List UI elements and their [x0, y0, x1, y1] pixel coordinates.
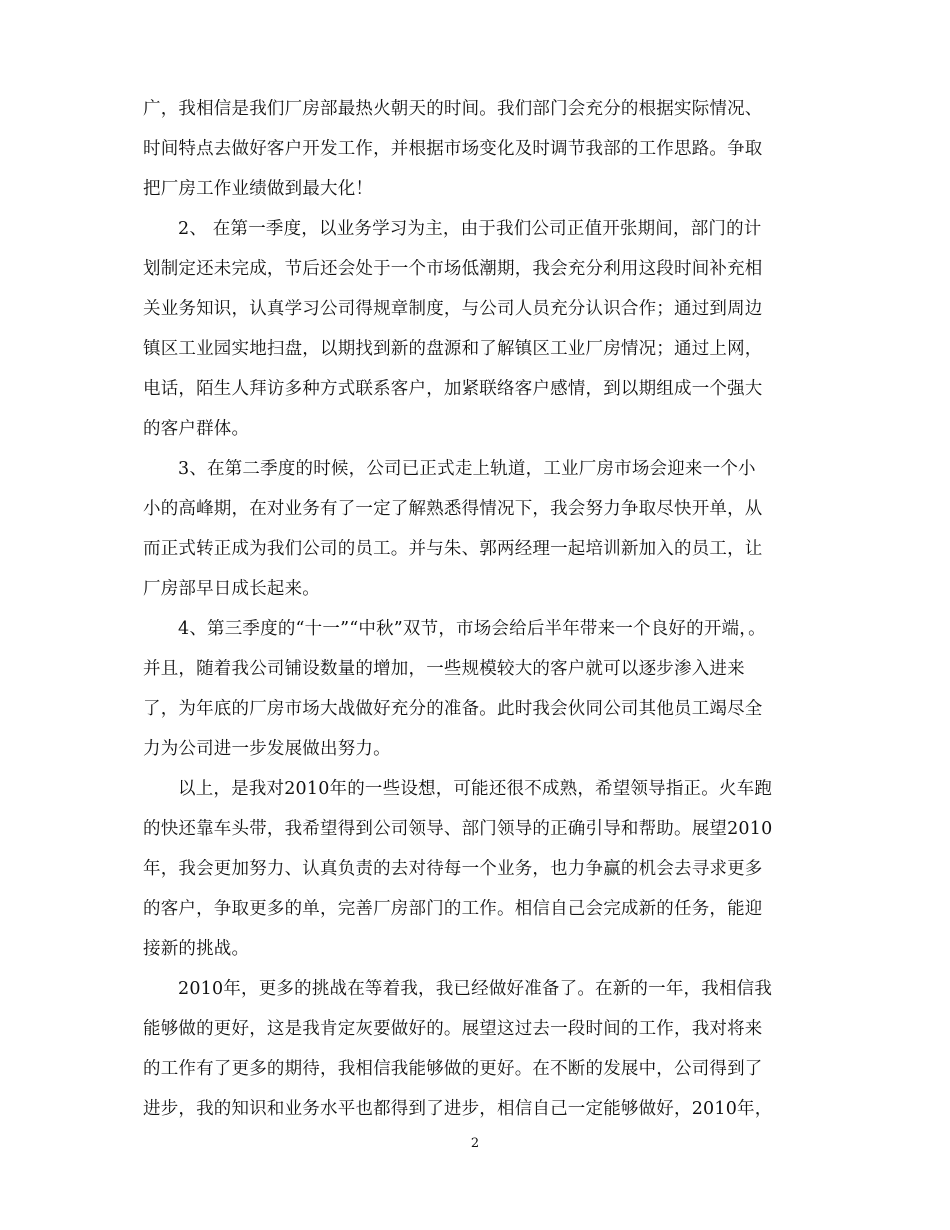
- text-line: 并且，随着我公司铺设数量的增加，一些规模较大的客户就可以逐步渗入进来: [143, 659, 745, 679]
- text-line: 把厂房工作业绩做到最大化！: [143, 179, 374, 199]
- page-number: 2: [470, 1136, 480, 1151]
- text-line: 关业务知识，认真学习公司得规章制度，与公司人员充分认识合作；通过到周边: [143, 299, 763, 319]
- text-line: 进步，我的知识和业务水平也都得到了进步，相信自己一定能够做好，2010年，: [143, 1099, 773, 1119]
- paragraph-start-line: 4、第三季度的“十一”“中秋”双节，市场会给后半年带来一个良好的开端，。: [178, 619, 766, 639]
- text-line: 能够做的更好，这是我肯定灰要做好的。展望这过去一段时间的工作，我对将来: [143, 1019, 763, 1039]
- text-line: 的客户，争取更多的单，完善厂房部门的工作。相信自己会完成新的任务，能迎: [143, 899, 763, 919]
- paragraph-start-line: 2、 在第一季度，以业务学习为主，由于我们公司正值开张期间，部门的计: [178, 219, 762, 239]
- text-line: 厂房部早日成长起来。: [143, 579, 320, 599]
- text-line: 年，我会更加努力、认真负责的去对待每一个业务，也力争赢的机会去寻求更多: [143, 859, 763, 879]
- text-line: 镇区工业园实地扫盘，以期找到新的盘源和了解镇区工业厂房情况；通过上网，: [143, 339, 763, 359]
- paragraph-start-line: 3、在第二季度的时候，公司已正式走上轨道，工业厂房市场会迎来一个小: [178, 459, 756, 479]
- text-line: 的快还靠车头带，我希望得到公司领导、部门领导的正确引导和帮助。展望2010: [143, 819, 773, 839]
- paragraph-start-line: 2010年，更多的挑战在等着我，我已经做好准备了。在新的一年，我相信我: [178, 979, 773, 999]
- text-line: 接新的挑战。: [143, 939, 250, 959]
- document-body: [143, 89, 808, 1129]
- text-line: 电话，陌生人拜访多种方式联系客户，加紧联络客户感情，到以期组成一个强大: [143, 379, 763, 399]
- text-line: 而正式转正成为我们公司的员工。并与朱、郭两经理一起培训新加入的员工，让: [143, 539, 763, 559]
- text-line: 小的高峰期，在对业务有了一定了解熟悉得情况下，我会努力争取尽快开单，从: [143, 499, 763, 519]
- text-line: 广，我相信是我们厂房部最热火朝天的时间。我们部门会充分的根据实际情况、: [143, 99, 763, 119]
- text-line: 的客户群体。: [143, 419, 250, 439]
- text-line: 力为公司进一步发展做出努力。: [143, 739, 391, 759]
- text-line: 时间特点去做好客户开发工作，并根据市场变化及时调节我部的工作思路。争取: [143, 139, 763, 159]
- paragraph-start-line: 以上，是我对2010年的一些设想，可能还很不成熟，希望领导指正。火车跑: [178, 779, 773, 799]
- text-line: 的工作有了更多的期待，我相信我能够做的更好。在不断的发展中，公司得到了: [143, 1059, 763, 1079]
- text-line: 了，为年底的厂房市场大战做好充分的准备。此时我会伙同公司其他员工竭尽全: [143, 699, 763, 719]
- text-line: 划制定还未完成，节后还会处于一个市场低潮期，我会充分利用这段时间补充相: [143, 259, 763, 279]
